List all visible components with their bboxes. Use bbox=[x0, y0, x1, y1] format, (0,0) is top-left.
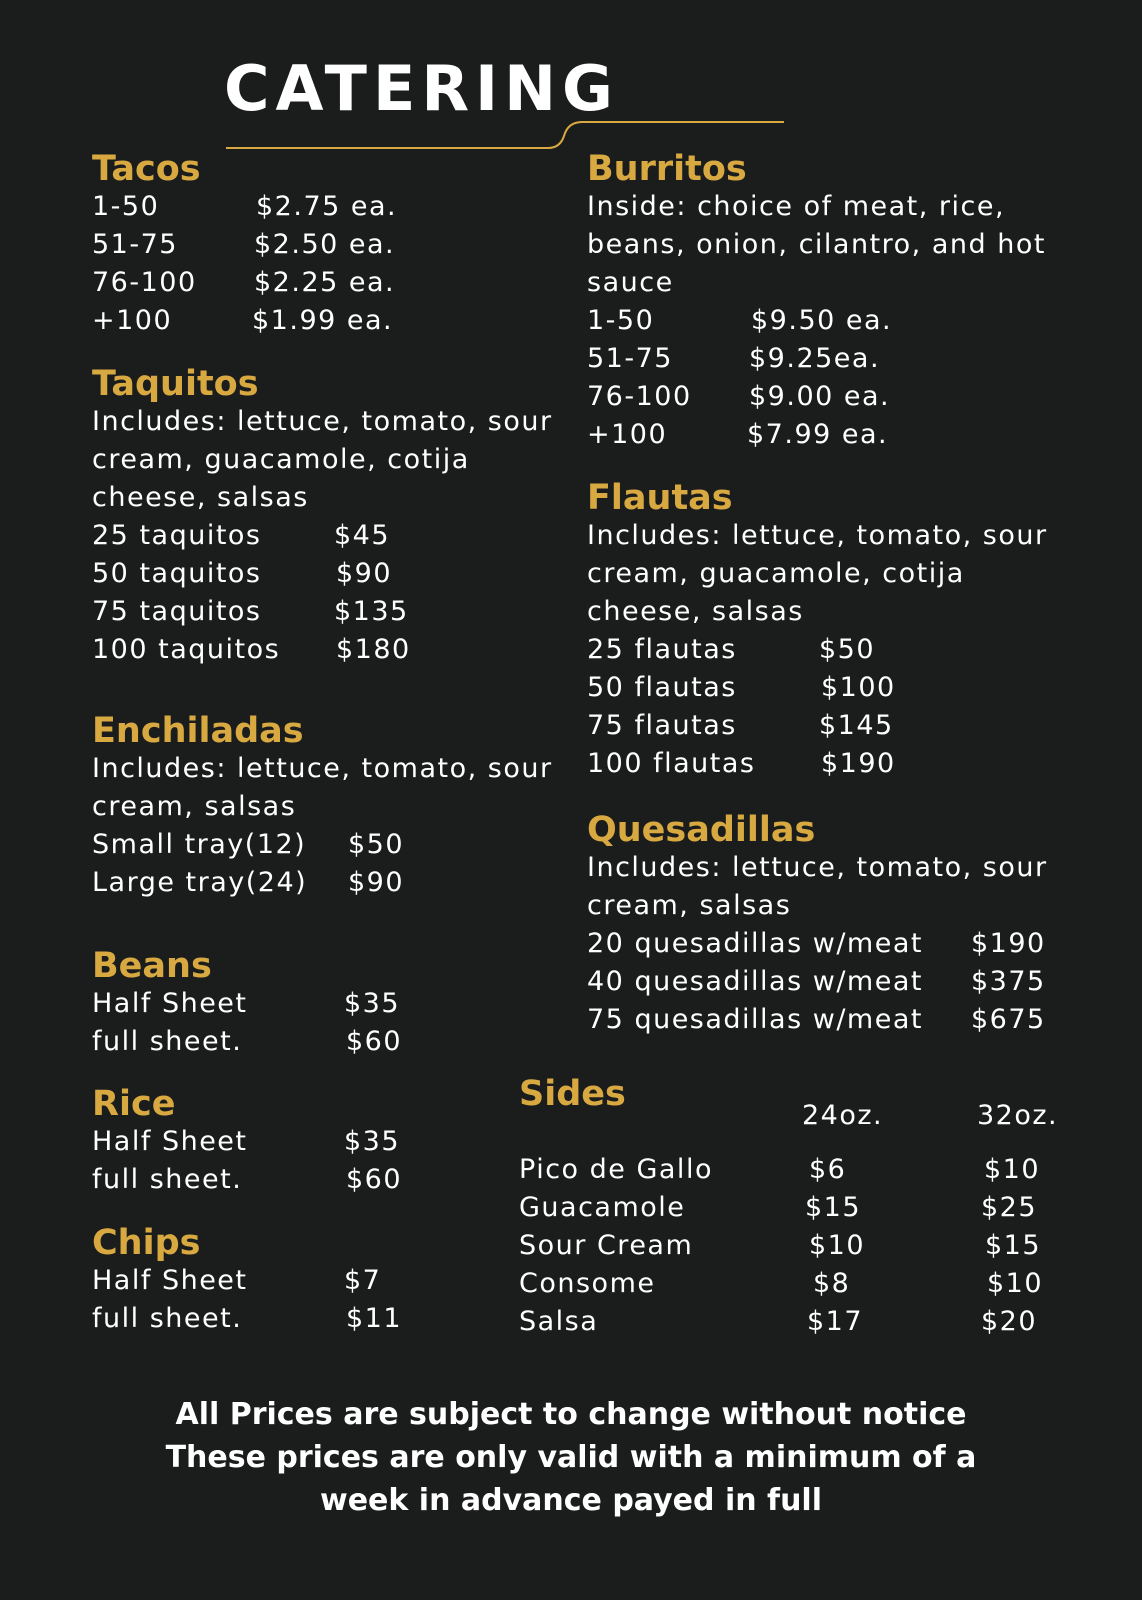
size-small-label: 24oz. bbox=[802, 1100, 884, 1131]
rice-heading: Rice bbox=[92, 1084, 176, 1124]
price-row bbox=[92, 302, 552, 340]
price-value: $60 bbox=[346, 1026, 403, 1057]
price-row bbox=[92, 1300, 492, 1338]
beans-heading: Beans bbox=[92, 946, 212, 986]
taquitos-section bbox=[92, 365, 562, 669]
side-item-label: Salsa bbox=[519, 1306, 599, 1337]
quesadillas-section bbox=[587, 811, 1107, 1039]
price-value: $7.99 ea. bbox=[747, 419, 889, 450]
price-value: $35 bbox=[344, 988, 401, 1019]
quantity-label: 50 taquitos bbox=[92, 558, 262, 589]
description-line: cream, salsas bbox=[92, 791, 297, 822]
side-item-label: Pico de Gallo bbox=[519, 1154, 713, 1185]
price-row bbox=[92, 1262, 492, 1300]
price-value: $45 bbox=[334, 520, 391, 551]
quantity-label: 75 taquitos bbox=[92, 596, 262, 627]
side-item-label: Sour Cream bbox=[519, 1230, 694, 1261]
side-small-price: $6 bbox=[809, 1154, 847, 1185]
price-row bbox=[587, 963, 1107, 1001]
price-value: $2.50 ea. bbox=[254, 229, 396, 260]
price-row bbox=[92, 264, 552, 302]
price-value: $9.00 ea. bbox=[749, 381, 891, 412]
description-line: Inside: choice of meat, rice, bbox=[587, 191, 1006, 222]
price-value: $145 bbox=[819, 710, 894, 741]
price-value: $50 bbox=[348, 829, 405, 860]
description-line: cheese, salsas bbox=[92, 482, 309, 513]
description-line: sauce bbox=[587, 267, 674, 298]
price-row bbox=[92, 631, 562, 669]
price-row bbox=[92, 226, 552, 264]
price-row bbox=[587, 378, 1087, 416]
quantity-label: 51-75 bbox=[92, 229, 178, 260]
flautas-section bbox=[587, 479, 1087, 783]
price-value: $2.75 ea. bbox=[256, 191, 398, 222]
price-value: $2.25 ea. bbox=[254, 267, 396, 298]
price-row bbox=[92, 826, 562, 864]
price-value: $180 bbox=[336, 634, 411, 665]
quantity-label: Half Sheet bbox=[92, 1126, 248, 1157]
side-large-price: $10 bbox=[987, 1268, 1044, 1299]
price-row bbox=[587, 302, 1087, 340]
quantity-label: Half Sheet bbox=[92, 1265, 248, 1296]
description-line: Includes: lettuce, tomato, sour bbox=[92, 753, 553, 784]
price-row bbox=[92, 593, 562, 631]
price-row bbox=[92, 1161, 492, 1199]
quantity-label: 50 flautas bbox=[587, 672, 737, 703]
price-value: $375 bbox=[971, 966, 1046, 997]
footer-line: All Prices are subject to change without notice bbox=[175, 1397, 967, 1432]
quantity-label: +100 bbox=[92, 305, 173, 336]
quesadillas-heading: Quesadillas bbox=[587, 810, 816, 850]
price-row bbox=[587, 1001, 1107, 1039]
quantity-label: 100 taquitos bbox=[92, 634, 281, 665]
price-value: $7 bbox=[344, 1265, 382, 1296]
price-row bbox=[92, 188, 552, 226]
rice-section bbox=[92, 1085, 492, 1199]
price-row bbox=[92, 517, 562, 555]
quantity-label: Large tray(24) bbox=[92, 867, 308, 898]
side-row bbox=[519, 1227, 1079, 1265]
sides-size-header bbox=[519, 1097, 1079, 1135]
sides-heading: Sides bbox=[519, 1074, 626, 1114]
price-row bbox=[92, 1123, 492, 1161]
description-line: cheese, salsas bbox=[587, 596, 804, 627]
taquitos-heading: Taquitos bbox=[92, 364, 259, 404]
side-small-price: $10 bbox=[809, 1230, 866, 1261]
price-value: $1.99 ea. bbox=[252, 305, 394, 336]
page-title: CATERING bbox=[224, 52, 619, 125]
price-row bbox=[92, 985, 492, 1023]
quantity-label: 75 quesadillas w/meat bbox=[587, 1004, 923, 1035]
beans-section bbox=[92, 947, 492, 1061]
price-value: $9.25ea. bbox=[749, 343, 881, 374]
quantity-label: 1-50 bbox=[92, 191, 160, 222]
tacos-section bbox=[92, 150, 552, 340]
footer-line: These prices are only valid with a minimum of a bbox=[165, 1440, 977, 1475]
price-value: $190 bbox=[971, 928, 1046, 959]
side-large-price: $10 bbox=[984, 1154, 1041, 1185]
chips-heading: Chips bbox=[92, 1223, 201, 1263]
burritos-heading: Burritos bbox=[587, 149, 747, 189]
price-value: $11 bbox=[346, 1303, 403, 1334]
quantity-label: 75 flautas bbox=[587, 710, 737, 741]
side-large-price: $25 bbox=[981, 1192, 1038, 1223]
side-row bbox=[519, 1265, 1079, 1303]
quantity-label: +100 bbox=[587, 419, 668, 450]
flautas-heading: Flautas bbox=[587, 478, 733, 518]
price-value: $90 bbox=[348, 867, 405, 898]
quantity-label: full sheet. bbox=[92, 1026, 243, 1057]
quantity-label: 25 flautas bbox=[587, 634, 737, 665]
price-row bbox=[92, 1023, 492, 1061]
enchiladas-heading: Enchiladas bbox=[92, 711, 304, 751]
side-row bbox=[519, 1303, 1079, 1341]
description-line: cream, salsas bbox=[587, 890, 792, 921]
quantity-label: 76-100 bbox=[587, 381, 692, 412]
price-row bbox=[587, 707, 1087, 745]
quantity-label: Small tray(12) bbox=[92, 829, 307, 860]
side-item-label: Consome bbox=[519, 1268, 656, 1299]
side-small-price: $8 bbox=[813, 1268, 851, 1299]
price-value: $675 bbox=[971, 1004, 1046, 1035]
price-value: $9.50 ea. bbox=[751, 305, 893, 336]
side-small-price: $17 bbox=[807, 1306, 864, 1337]
description-line: Includes: lettuce, tomato, sour bbox=[587, 852, 1048, 883]
footer-notice bbox=[0, 1393, 1142, 1522]
quantity-label: 100 flautas bbox=[587, 748, 756, 779]
price-value: $35 bbox=[344, 1126, 401, 1157]
tacos-heading: Tacos bbox=[92, 149, 201, 189]
quantity-label: full sheet. bbox=[92, 1303, 243, 1334]
description-line: beans, onion, cilantro, and hot bbox=[587, 229, 1046, 260]
price-row bbox=[92, 555, 562, 593]
side-large-price: $15 bbox=[985, 1230, 1042, 1261]
quantity-label: Half Sheet bbox=[92, 988, 248, 1019]
quantity-label: 40 quesadillas w/meat bbox=[587, 966, 923, 997]
price-value: $90 bbox=[336, 558, 393, 589]
side-row bbox=[519, 1151, 1079, 1189]
side-large-price: $20 bbox=[981, 1306, 1038, 1337]
price-row bbox=[587, 416, 1087, 454]
quantity-label: 25 taquitos bbox=[92, 520, 262, 551]
price-row bbox=[587, 669, 1087, 707]
side-item-label: Guacamole bbox=[519, 1192, 686, 1223]
sides-section bbox=[519, 1075, 1079, 1341]
description-line: cream, guacamole, cotija bbox=[587, 558, 965, 589]
price-row bbox=[587, 925, 1107, 963]
enchiladas-section bbox=[92, 712, 562, 902]
price-row bbox=[587, 745, 1087, 783]
price-value: $135 bbox=[334, 596, 409, 627]
quantity-label: 76-100 bbox=[92, 267, 197, 298]
price-value: $100 bbox=[821, 672, 896, 703]
price-value: $60 bbox=[346, 1164, 403, 1195]
footer-line: week in advance payed in full bbox=[319, 1483, 823, 1518]
quantity-label: 20 quesadillas w/meat bbox=[587, 928, 923, 959]
price-row bbox=[587, 340, 1087, 378]
price-value: $50 bbox=[819, 634, 876, 665]
description-line: Includes: lettuce, tomato, sour bbox=[92, 406, 553, 437]
chips-section bbox=[92, 1224, 492, 1338]
size-large-label: 32oz. bbox=[977, 1100, 1059, 1131]
side-row bbox=[519, 1189, 1079, 1227]
side-small-price: $15 bbox=[805, 1192, 862, 1223]
quantity-label: 51-75 bbox=[587, 343, 673, 374]
quantity-label: full sheet. bbox=[92, 1164, 243, 1195]
quantity-label: 1-50 bbox=[587, 305, 655, 336]
burritos-section bbox=[587, 150, 1087, 454]
price-row bbox=[587, 631, 1087, 669]
description-line: Includes: lettuce, tomato, sour bbox=[587, 520, 1048, 551]
price-row bbox=[92, 864, 562, 902]
description-line: cream, guacamole, cotija bbox=[92, 444, 470, 475]
price-value: $190 bbox=[821, 748, 896, 779]
